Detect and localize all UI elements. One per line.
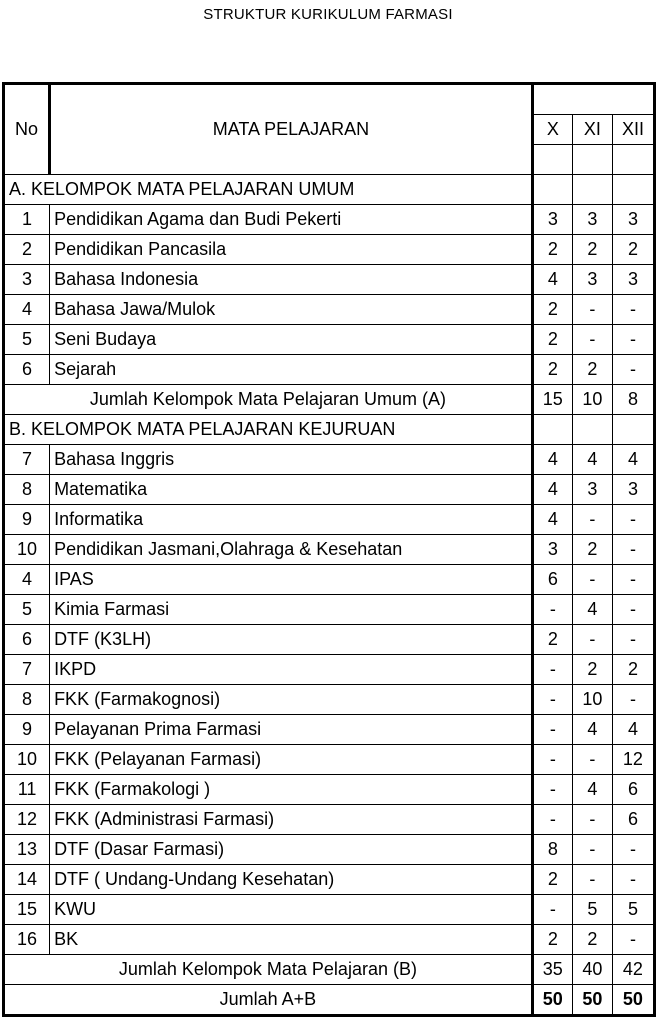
row-number: 4 — [4, 565, 50, 595]
row-subject: Pendidikan Agama dan Budi Pekerti — [50, 205, 533, 235]
table-row — [4, 565, 655, 595]
row-hours-xi: 2 — [572, 355, 612, 385]
grand-total-x: 50 — [532, 985, 572, 1016]
row-number: 11 — [4, 775, 50, 805]
table-row — [4, 535, 655, 565]
subtotal-row — [4, 385, 655, 415]
row-hours-x: 4 — [532, 445, 572, 475]
table-row — [4, 775, 655, 805]
row-hours-xi: - — [572, 805, 612, 835]
header-grade-x: X — [532, 115, 572, 145]
table-row — [4, 625, 655, 655]
row-subject: DTF (Dasar Farmasi) — [50, 835, 533, 865]
row-hours-x: - — [532, 685, 572, 715]
header-no: No — [4, 84, 50, 175]
group-title-row — [4, 175, 655, 205]
table-row — [4, 265, 655, 295]
row-hours-xii: - — [612, 565, 654, 595]
row-number: 3 — [4, 265, 50, 295]
row-subject: Pelayanan Prima Farmasi — [50, 715, 533, 745]
header-blank-x — [532, 145, 572, 175]
row-hours-x: - — [532, 655, 572, 685]
row-hours-xii: 2 — [612, 655, 654, 685]
row-number: 7 — [4, 445, 50, 475]
subtotal-xii: 8 — [612, 385, 654, 415]
table-row — [4, 295, 655, 325]
row-hours-xi: 4 — [572, 445, 612, 475]
header-grade-xii: XII — [612, 115, 654, 145]
row-hours-xii: 3 — [612, 205, 654, 235]
row-subject: IKPD — [50, 655, 533, 685]
subtotal-row — [4, 955, 655, 985]
table-row — [4, 355, 655, 385]
row-subject: BK — [50, 925, 533, 955]
row-hours-xi: 4 — [572, 595, 612, 625]
row-hours-xi: - — [572, 835, 612, 865]
row-hours-xi: 2 — [572, 655, 612, 685]
row-subject: FKK (Farmakologi ) — [50, 775, 533, 805]
row-subject: Seni Budaya — [50, 325, 533, 355]
header-blank-xii — [612, 145, 654, 175]
row-number: 2 — [4, 235, 50, 265]
row-number: 12 — [4, 805, 50, 835]
row-subject: Bahasa Inggris — [50, 445, 533, 475]
row-hours-xii: 4 — [612, 445, 654, 475]
table-row — [4, 715, 655, 745]
row-hours-xi: 2 — [572, 235, 612, 265]
header-grade-blank — [532, 84, 654, 115]
table-row — [4, 685, 655, 715]
row-hours-xii: - — [612, 685, 654, 715]
group-title-blank-xi — [572, 415, 612, 445]
row-hours-xi: 4 — [572, 715, 612, 745]
header-mata-pelajaran: MATA PELAJARAN — [50, 84, 533, 175]
group-title: A. KELOMPOK MATA PELAJARAN UMUM — [4, 175, 533, 205]
group-title-blank-xii — [612, 415, 654, 445]
row-hours-x: 2 — [532, 295, 572, 325]
header-row-top — [4, 84, 655, 115]
row-hours-x: 3 — [532, 205, 572, 235]
row-hours-xii: 3 — [612, 475, 654, 505]
row-subject: Matematika — [50, 475, 533, 505]
row-hours-xii: 12 — [612, 745, 654, 775]
table-row — [4, 475, 655, 505]
row-hours-xii: - — [612, 505, 654, 535]
row-hours-xii: - — [612, 355, 654, 385]
row-hours-x: - — [532, 805, 572, 835]
group-title-blank-xii — [612, 175, 654, 205]
row-number: 6 — [4, 625, 50, 655]
table-row — [4, 745, 655, 775]
row-hours-xii: 6 — [612, 775, 654, 805]
row-subject: Bahasa Jawa/Mulok — [50, 295, 533, 325]
row-number: 10 — [4, 745, 50, 775]
table-row — [4, 835, 655, 865]
row-hours-x: - — [532, 715, 572, 745]
row-hours-xii: - — [612, 595, 654, 625]
subtotal-xi: 40 — [572, 955, 612, 985]
row-hours-xii: - — [612, 535, 654, 565]
subtotal-x: 35 — [532, 955, 572, 985]
curriculum-table — [2, 82, 656, 1017]
row-hours-xi: - — [572, 745, 612, 775]
row-hours-x: - — [532, 745, 572, 775]
row-subject: IPAS — [50, 565, 533, 595]
row-subject: KWU — [50, 895, 533, 925]
row-hours-x: - — [532, 775, 572, 805]
group-title-blank-xi — [572, 175, 612, 205]
subtotal-xii: 42 — [612, 955, 654, 985]
row-subject: Kimia Farmasi — [50, 595, 533, 625]
row-hours-xii: 2 — [612, 235, 654, 265]
row-hours-x: 6 — [532, 565, 572, 595]
table-row — [4, 655, 655, 685]
row-number: 8 — [4, 685, 50, 715]
grand-total-xii: 50 — [612, 985, 654, 1016]
row-hours-xii: - — [612, 625, 654, 655]
table-row — [4, 235, 655, 265]
row-subject: Bahasa Indonesia — [50, 265, 533, 295]
row-number: 8 — [4, 475, 50, 505]
row-number: 5 — [4, 325, 50, 355]
row-number: 6 — [4, 355, 50, 385]
row-number: 10 — [4, 535, 50, 565]
table-row — [4, 205, 655, 235]
row-hours-xi: 3 — [572, 205, 612, 235]
row-hours-x: 2 — [532, 355, 572, 385]
row-hours-x: 2 — [532, 325, 572, 355]
row-hours-x: - — [532, 895, 572, 925]
table-row — [4, 595, 655, 625]
group-title: B. KELOMPOK MATA PELAJARAN KEJURUAN — [4, 415, 533, 445]
group-title-blank-x — [532, 175, 572, 205]
row-hours-x: 4 — [532, 265, 572, 295]
row-subject: DTF ( Undang-Undang Kesehatan) — [50, 865, 533, 895]
row-hours-xi: - — [572, 565, 612, 595]
row-hours-x: 2 — [532, 865, 572, 895]
row-hours-xii: - — [612, 865, 654, 895]
row-number: 15 — [4, 895, 50, 925]
row-hours-x: 3 — [532, 535, 572, 565]
table-row — [4, 925, 655, 955]
row-number: 9 — [4, 505, 50, 535]
row-hours-x: 4 — [532, 505, 572, 535]
row-number: 14 — [4, 865, 50, 895]
grand-total-xi: 50 — [572, 985, 612, 1016]
row-number: 7 — [4, 655, 50, 685]
row-hours-x: 2 — [532, 235, 572, 265]
row-subject: FKK (Farmakognosi) — [50, 685, 533, 715]
header-grade-xi: XI — [572, 115, 612, 145]
row-number: 5 — [4, 595, 50, 625]
row-hours-xi: 2 — [572, 925, 612, 955]
row-hours-xii: 4 — [612, 715, 654, 745]
row-hours-xi: - — [572, 625, 612, 655]
subtotal-label: Jumlah Kelompok Mata Pelajaran (B) — [4, 955, 533, 985]
table-row — [4, 805, 655, 835]
row-subject: Pendidikan Pancasila — [50, 235, 533, 265]
row-number: 13 — [4, 835, 50, 865]
row-hours-xii: 5 — [612, 895, 654, 925]
row-subject: Informatika — [50, 505, 533, 535]
row-subject: FKK (Administrasi Farmasi) — [50, 805, 533, 835]
subtotal-x: 15 — [532, 385, 572, 415]
row-number: 9 — [4, 715, 50, 745]
row-hours-xii: 3 — [612, 265, 654, 295]
table-row — [4, 895, 655, 925]
curriculum-table-body — [4, 84, 655, 1016]
row-hours-xi: 4 — [572, 775, 612, 805]
table-row — [4, 865, 655, 895]
subtotal-xi: 10 — [572, 385, 612, 415]
row-hours-xi: - — [572, 505, 612, 535]
row-hours-xi: - — [572, 295, 612, 325]
row-subject: Sejarah — [50, 355, 533, 385]
row-subject: DTF (K3LH) — [50, 625, 533, 655]
row-hours-xii: - — [612, 325, 654, 355]
row-hours-x: - — [532, 595, 572, 625]
row-hours-xi: 2 — [572, 535, 612, 565]
row-hours-x: 2 — [532, 925, 572, 955]
table-row — [4, 325, 655, 355]
grand-total-label: Jumlah A+B — [4, 985, 533, 1016]
group-title-blank-x — [532, 415, 572, 445]
subtotal-label: Jumlah Kelompok Mata Pelajaran Umum (A) — [4, 385, 533, 415]
row-hours-xi: 3 — [572, 265, 612, 295]
row-hours-xii: - — [612, 925, 654, 955]
row-hours-xii: - — [612, 835, 654, 865]
row-hours-x: 8 — [532, 835, 572, 865]
row-hours-xi: - — [572, 325, 612, 355]
row-hours-x: 2 — [532, 625, 572, 655]
row-number: 16 — [4, 925, 50, 955]
row-hours-xii: 6 — [612, 805, 654, 835]
group-title-row — [4, 415, 655, 445]
table-row — [4, 445, 655, 475]
header-blank-xi — [572, 145, 612, 175]
row-subject: FKK (Pelayanan Farmasi) — [50, 745, 533, 775]
row-hours-xii: - — [612, 295, 654, 325]
row-number: 1 — [4, 205, 50, 235]
row-hours-xi: - — [572, 865, 612, 895]
page-title: STRUKTUR KURIKULUM FARMASI — [203, 6, 453, 23]
row-hours-xi: 10 — [572, 685, 612, 715]
grand-total-row — [4, 985, 655, 1016]
table-row — [4, 505, 655, 535]
row-subject: Pendidikan Jasmani,Olahraga & Kesehatan — [50, 535, 533, 565]
row-hours-x: 4 — [532, 475, 572, 505]
row-number: 4 — [4, 295, 50, 325]
row-hours-xi: 5 — [572, 895, 612, 925]
row-hours-xi: 3 — [572, 475, 612, 505]
